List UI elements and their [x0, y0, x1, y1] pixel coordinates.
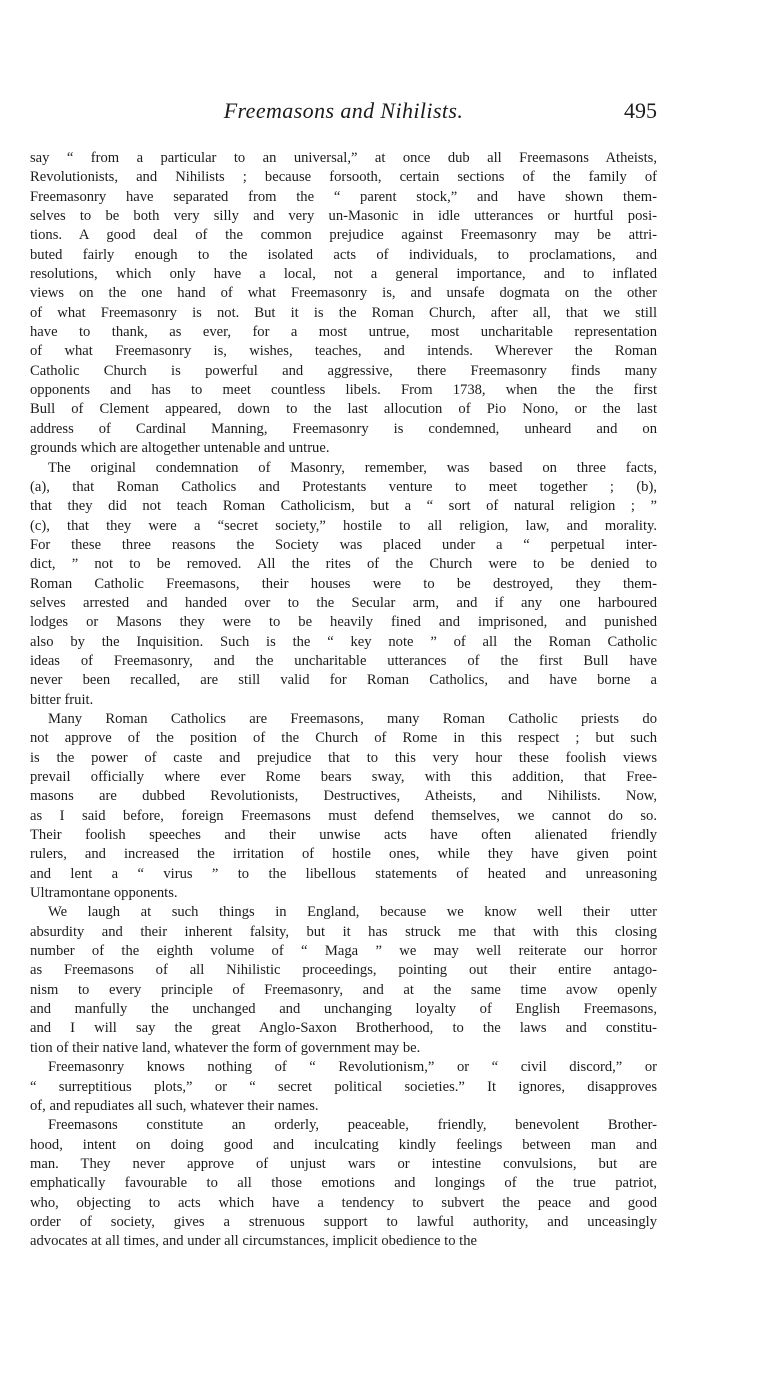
text-line: nism to every principle of Freemasonry, and at the same time avow openly [30, 981, 657, 998]
text-line: Their foolish speeches and their unwise acts have often alienated friendly [30, 827, 657, 844]
text-line: absurdity and their inherent falsity, but it has struck me that with this closing [30, 923, 657, 940]
text-line: dict, ” not to be removed. All the rites of the Church were to be denied to [30, 556, 657, 573]
text-line: as I said before, foreign Freemasons must defend themselves, we cannot do so. [30, 807, 657, 824]
text-line: advocates at all times, and under all circumstances, implicit obedience to the [30, 1233, 477, 1250]
text-line: selves to be both very silly and very un-Masonic in idle utterances or hurtful posi- [30, 208, 657, 225]
text-line: tions. A good deal of the common prejudice against Freemasonry may be attri- [30, 227, 657, 244]
text-line: tion of their native land, whatever the form of government may be. [30, 1039, 421, 1056]
text-line: emphatically favourable to all those emotions and longings of the true patriot, [30, 1175, 657, 1192]
text-line: address of Cardinal Manning, Freemasonry is condemned, unheard and on [30, 420, 657, 437]
text-line: Roman Catholic Freemasons, their houses were to be destroyed, they them- [30, 575, 657, 592]
text-line: For these three reasons the Society was placed under a “ perpetual inter- [30, 536, 657, 553]
text-line: never been recalled, are still valid for Roman Catholics, and have borne a [30, 672, 657, 689]
body-text [30, 149, 657, 1252]
text-line: We laugh at such things in England, because we know well their utter [48, 904, 657, 921]
text-line: opponents and has to meet countless libels. From 1738, when the the first [30, 382, 657, 399]
text-line: views on the one hand of what Freemasonry is, and unsafe dogmata on the other [30, 285, 657, 302]
text-line: lodges or Masons they were to be heavily fined and imprisoned, and punished [30, 614, 657, 631]
text-line: Freemasons constitute an orderly, peaceable, friendly, benevolent Brother- [48, 1117, 657, 1134]
text-line: buted fairly enough to the isolated acts of individuals, to proclamations, and [30, 246, 657, 263]
text-line: “ surreptitious plots,” or “ secret political societies.” It ignores, disapproves [30, 1078, 657, 1095]
text-line: Catholic Church is powerful and aggressive, there Freemasonry finds many [30, 362, 657, 379]
text-line: number of the eighth volume of “ Maga ” we may well reiterate our horror [30, 943, 657, 960]
page-number: 495 [624, 98, 657, 123]
running-head [30, 98, 657, 128]
text-line: Revolutionists, and Nihilists ; because forsooth, certain sections of the family of [30, 169, 657, 186]
text-line: bitter fruit. [30, 691, 94, 708]
text-line: and lent a “ virus ” to the libellous statements of heated and unreasoning [30, 865, 657, 882]
text-line: of what Freemasonry is, wishes, teaches, and intends. Wherever the Roman [30, 343, 657, 360]
text-line: Ultramontane opponents. [30, 885, 178, 902]
text-line: hood, intent on doing good and inculcating kindly feelings between man and [30, 1136, 657, 1153]
text-line: rulers, and increased the irritation of hostile ones, while they have given point [30, 846, 657, 863]
text-line: have to thank, as ever, for a most untrue, most uncharitable representation [30, 324, 657, 341]
text-line: Bull of Clement appeared, down to the last allocution of Pio Nono, or the last [30, 401, 657, 418]
text-line: prevail officially where ever Rome bears sway, with this addition, that Free- [30, 769, 657, 785]
text-line: of what Freemasonry is not. But it is the Roman Church, after all, that we still [30, 304, 657, 321]
text-line: and manfully the unchanged and unchanging loyalty of English Freemasons, [30, 1001, 657, 1018]
text-line: (c), that they were a “secret society,” hostile to all religion, law, and morality. [30, 517, 657, 534]
text-line: say “ from a particular to an universal,” at once dub all Freemasons Atheists, [30, 150, 657, 166]
text-line: Many Roman Catholics are Freemasons, many Roman Catholic priests do [48, 710, 657, 727]
text-line: man. They never approve of unjust wars or intestine convulsions, but are [30, 1155, 657, 1172]
text-line: The original condemnation of Masonry, remember, was based on three facts, [48, 459, 657, 476]
paragraph [30, 1116, 657, 1251]
text-line: also by the Inquisition. Such is the “ key note ” of all the Roman Catholic [30, 633, 657, 650]
text-line: Freemasonry knows nothing of “ Revolutionism,” or “ civil discord,” or [48, 1059, 657, 1076]
text-line: and I will say the great Anglo-Saxon Brotherhood, to the laws and constitu- [30, 1020, 657, 1037]
text-line: of, and repudiates all such, whatever their names. [30, 1097, 319, 1114]
text-line: grounds which are altogether untenable and untrue. [30, 440, 330, 457]
text-line: masons are dubbed Revolutionists, Destructives, Atheists, and Nihilists. Now, [30, 788, 657, 805]
paragraph [30, 459, 657, 710]
paragraph [30, 149, 657, 459]
running-title: Freemasons and Nihilists. [223, 98, 464, 123]
paragraph [30, 903, 657, 1058]
text-line: as Freemasons of all Nihilistic proceedings, pointing out their entire antago- [30, 962, 657, 979]
text-line: ideas of Freemasonry, and the uncharitable utterances of the first Bull have [30, 652, 657, 669]
text-line: order of society, gives a strenuous support to lawful authority, and unceasingly [30, 1213, 657, 1230]
paragraph [30, 710, 657, 903]
text-line: resolutions, which only have a local, not a general importance, and to inflated [30, 266, 657, 283]
text-line: Freemasonry have separated from the “ parent stock,” and have shown them- [30, 188, 657, 205]
text-line: (a), that Roman Catholics and Protestants venture to meet together ; (b), [30, 478, 657, 495]
text-line: is the power of caste and prejudice that to this very hour these foolish views [30, 749, 657, 766]
text-line: not approve of the position of the Church of Rome in this respect ; but such [30, 730, 657, 747]
paragraph [30, 1058, 657, 1116]
text-line: who, objecting to acts which have a tendency to subvert the peace and good [30, 1194, 657, 1211]
text-line: selves arrested and handed over to the Secular arm, and if any one harboured [30, 594, 657, 611]
text-line: that they did not teach Roman Catholicism, but a “ sort of natural religion ; ” [30, 498, 657, 515]
